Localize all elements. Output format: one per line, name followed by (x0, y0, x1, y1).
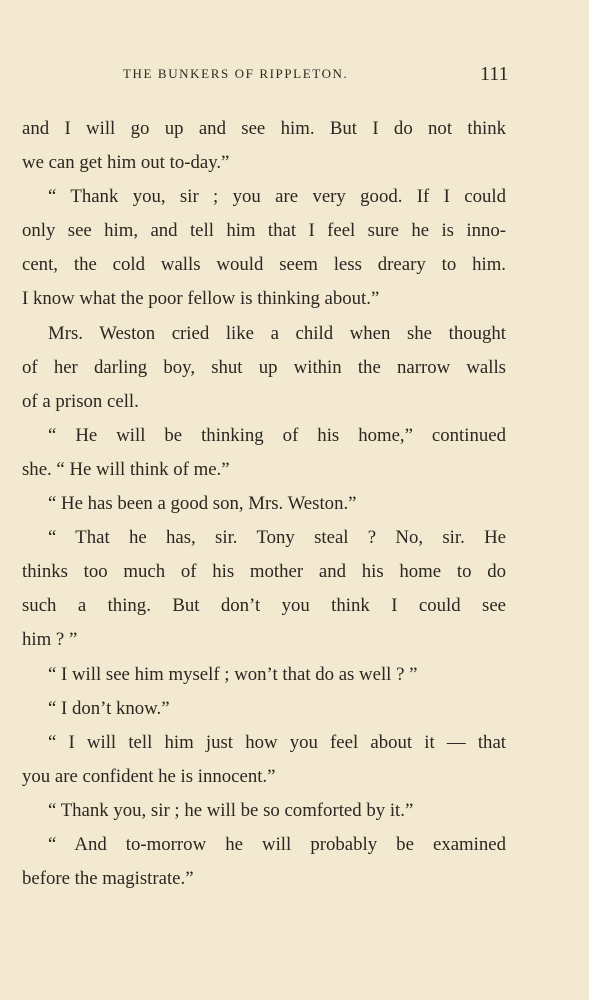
text-line: “ That he has, sir. Tony steal ? No, sir. He (48, 527, 506, 549)
body-text (22, 112, 506, 896)
text-line: “ And to-morrow he will probably be examined (48, 833, 506, 855)
text-line: “ Thank you, sir ; he will be so comforted by it.” (48, 799, 414, 821)
text-line: she. “ He will think of me.” (22, 458, 230, 480)
text-line: you are confident he is innocent.” (22, 765, 276, 787)
text-line: “ Thank you, sir ; you are very good. If I could (48, 186, 506, 208)
text-line: we can get him out to-day.” (22, 152, 230, 174)
text-line: before the magistrate.” (22, 868, 194, 890)
text-line: “ He has been a good son, Mrs. Weston.” (48, 493, 357, 515)
text-line: Mrs. Weston cried like a child when she thought (48, 322, 506, 344)
text-line: “ He will be thinking of his home,” continued (48, 424, 506, 446)
running-head (0, 63, 589, 85)
text-line: cent, the cold walls would seem less dreary to him. (22, 254, 506, 276)
text-line: “ I will see him myself ; won’t that do as well ? ” (48, 663, 418, 685)
text-line: such a thing. But don’t you think I could see (22, 595, 506, 617)
text-line: of a prison cell. (22, 390, 139, 412)
text-line: “ I will tell him just how you feel about it — that (48, 731, 506, 753)
text-line: only see him, and tell him that I feel sure he is inno- (22, 220, 506, 242)
page-number: 111 (480, 63, 509, 85)
text-line: him ? ” (22, 629, 78, 651)
text-line: and I will go up and see him. But I do not think (22, 118, 506, 139)
text-line: “ I don’t know.” (48, 697, 170, 719)
text-line: thinks too much of his mother and his home to do (22, 561, 506, 583)
running-title: THE BUNKERS OF RIPPLETON. (123, 66, 349, 81)
text-line: of her darling boy, shut up within the narrow walls (22, 356, 506, 378)
text-line: I know what the poor fellow is thinking about.” (22, 288, 380, 310)
